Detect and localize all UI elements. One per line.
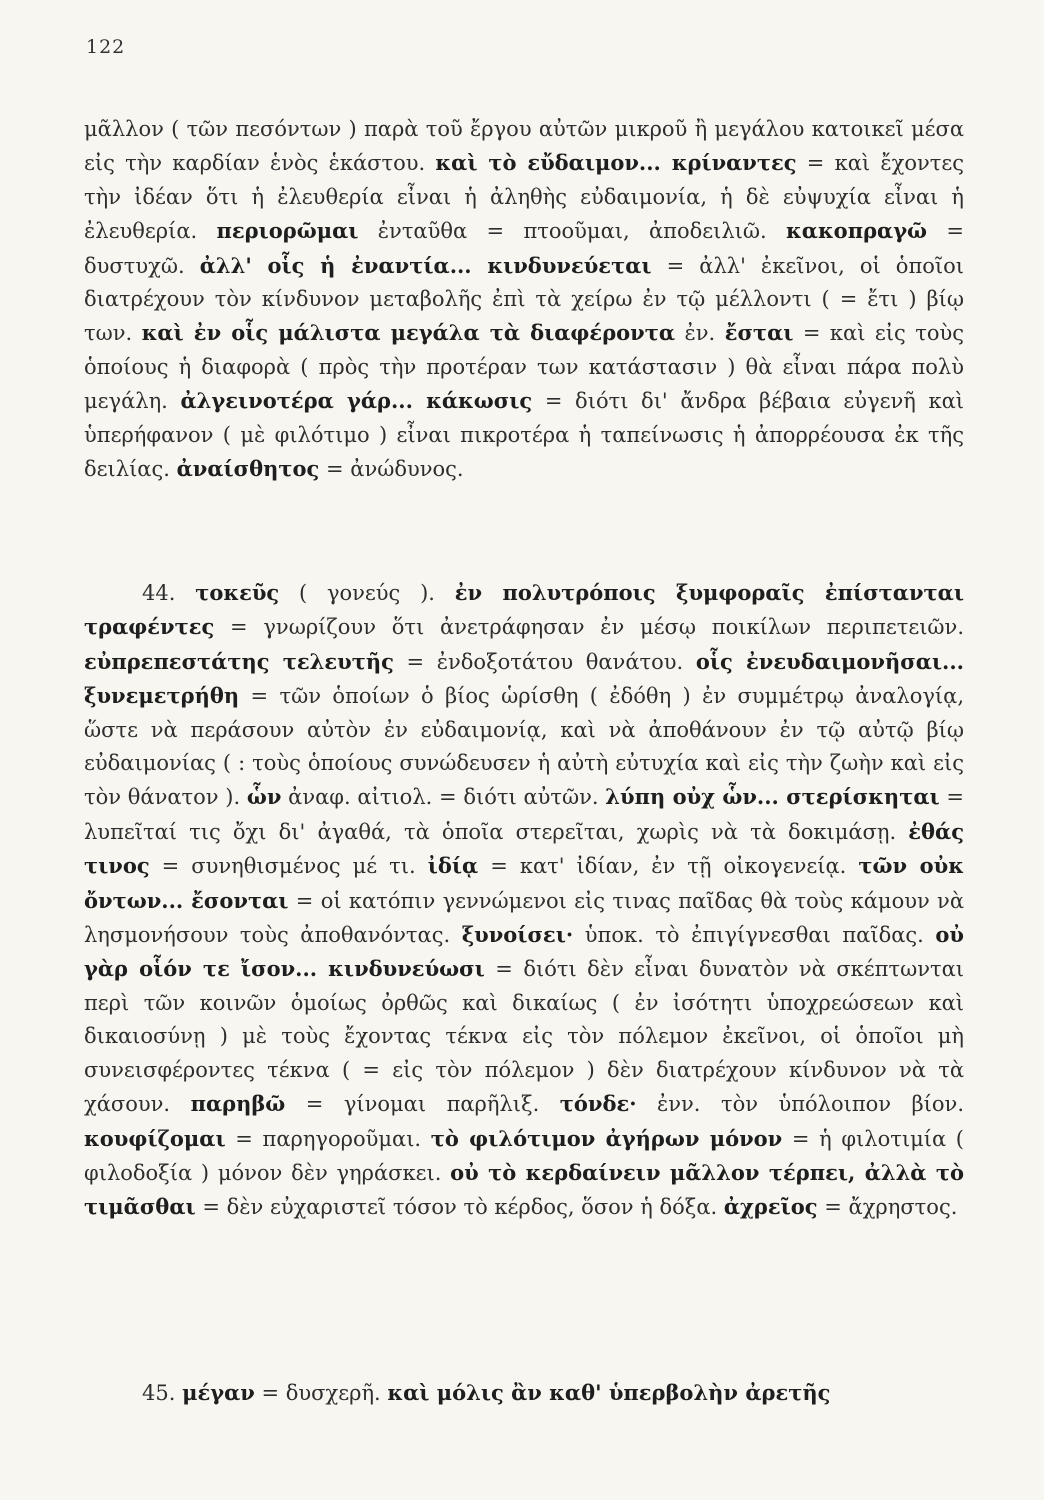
gloss-text: ( γονεύς ). (279, 581, 455, 605)
gloss-text: = παρηγοροῦμαι. (225, 1126, 431, 1151)
gloss-text: = λυπεῖταί τις ὄχι δι' ἀγαθά, τὰ ὁποῖα στερεῖται, χωρὶς νὰ τὰ δοκιμάσῃ. (84, 785, 964, 844)
commentary-paragraph-continued (84, 113, 964, 486)
gloss-text: = δυστυχῶ. (84, 219, 964, 278)
lemma-term: καὶ τὸ εὔδαιμον... κρίναντες (435, 150, 797, 176)
gloss-text: = ἡ φιλοτιμία ( φιλοδοξία ) μόνον δὲν γηράσκει. (84, 1126, 964, 1185)
lemma-term: κακοπραγῶ (786, 218, 928, 244)
gloss-text: = ἐνδοξοτάτου θανάτου. (393, 649, 696, 674)
lemma-term: ἀλλ' οἷς ἡ ἐναντία... κινδυνεύεται (199, 252, 652, 278)
lemma-term: τὸ φιλότιμον ἀγήρων μόνον (430, 1125, 783, 1151)
gloss-text: = τῶν ὁποίων ὁ βίος ὡρίσθη ( ἐδόθη ) ἐν συμμέτρῳ ἀναλογίᾳ, ὥστε νὰ περάσουν αὐτὸν ἐν εὐδαιμονίᾳ, καὶ νὰ ἀποθάνουν ἐν τῷ αὐτῷ βίῳ εὐδαιμονίας ( : τοὺς ὁποίους συνώδευσεν ἡ αὐτὴ εὐτυχία καὶ εἰς τὴν ζωὴν καὶ εἰς τὸν θάνατον ). (84, 684, 964, 810)
lemma-term: ξυνοίσει· (461, 922, 574, 948)
gloss-text: = ἀνώδυνος. (319, 457, 464, 482)
lemma-term: οὐ τὸ κερδαίνειν μᾶλλον τέρπει, ἀλλὰ τὸ τιμᾶσθαι (84, 1159, 964, 1220)
gloss-text: = ἄχρηστος. (817, 1195, 958, 1220)
lemma-term: ἀναίσθητος (176, 456, 320, 482)
lemma-term: ἀχρεῖος (723, 1194, 818, 1220)
lemma-term: παρηβῶ (190, 1091, 286, 1117)
lemma-term: ἔσται (724, 320, 794, 346)
lemma-term: οἷς ἐνευδαιμονῆσαι... ξυνεμετρήθη (84, 648, 964, 709)
gloss-text: = κατ' ἰδίαν, ἐν τῇ οἰκογενείᾳ. (478, 854, 859, 879)
gloss-text: = δυσχερῆ. (254, 1381, 388, 1405)
lemma-term: ὧν (246, 784, 282, 810)
lemma-term: τόνδε· (559, 1091, 637, 1117)
lemma-term: ἐν πολυτρόποις ξυμφοραῖς ἐπίστανται τραφέντες (84, 580, 964, 640)
gloss-text: ὑποκ. τὸ ἐπιγίγνεσθαι παῖδας. (573, 923, 936, 948)
page-number: 122 (86, 36, 126, 58)
gloss-text: = συνηθισμένος μέ τι. (149, 854, 428, 879)
lemma-term: ἐθάς τινος (84, 818, 964, 879)
gloss-text: = διότι δι' ἄνδρα βέβαια εὐγενῆ καὶ ὑπερήφανον ( μὲ φιλότιμο ) εἶναι πικροτέρα ἡ ταπείνωσις ἡ ἀπορρέουσα ἐκ τῆς δειλίας. (84, 389, 965, 482)
gloss-text: = γίνομαι παρῆλιξ. (285, 1092, 560, 1117)
gloss-text: = διότι δὲν εἶναι δυνατὸν νὰ σκέπτωνται περὶ τῶν κοινῶν ὁμοίως ὀρθῶς καὶ δικαίως ( ἐν ἰσότητι ὑποχρεώσεων καὶ δικαιοσύνῃ ) μὲ τοὺς ἔχοντας τέκνα εἰς τὸν πόλεμον ἐκεῖνοι, οἱ ὁποῖοι μὴ συνεισφέροντες τέκνα ( = εἰς τὸν πόλεμον ) δὲν διατρέχουν κίνδυνον νὰ τὰ χάσουν. (84, 957, 964, 1117)
gloss-text: = οἱ κατόπιν γεννώμενοι εἰς τινας παῖδας θὰ τοὺς κάμουν νὰ λησμονήσουν τοὺς ἀποθανόντας. (84, 888, 965, 948)
lemma-term: εὐπρεπεστάτης τελευτῆς (84, 648, 394, 674)
lemma-term: ἰδίᾳ (427, 853, 479, 879)
gloss-text: = καὶ εἰς τοὺς ὁποίους ἡ διαφορὰ ( πρὸς τὴν προτέραν των κατάστασιν ) θὰ εἶναι πάρα πολὺ μεγάλη. (84, 321, 965, 414)
lemma-term: ἀλγεινοτέρα γάρ... κάκωσις (180, 388, 533, 414)
lemma-term: κουφίζομαι (84, 1125, 226, 1151)
gloss-text: μᾶλλον ( τῶν πεσόντων ) παρὰ τοῦ ἔργου αὐτῶν μικροῦ ἢ μεγάλου κατοικεῖ μέσα εἰς τὴν καρδίαν ἑνὸς ἑκάστου. (84, 117, 964, 176)
lemma-term: οὐ γὰρ οἷόν τε ἴσον... κινδυνεύωσι (84, 922, 964, 982)
gloss-text: ἐν. (675, 321, 725, 346)
lemma-term: μέγαν (182, 1380, 255, 1405)
commentary-paragraph-44 (84, 576, 964, 1225)
lemma-term: τῶν οὐκ ὄντων... ἔσονται (84, 853, 964, 913)
lemma-term: τοκεῦς (195, 580, 280, 605)
gloss-text: 44. (142, 581, 196, 605)
commentary-paragraph-45 (84, 1376, 964, 1410)
gloss-text: 45. (142, 1381, 183, 1405)
gloss-text: ἀναφ. αἰτιολ. = διότι αὐτῶν. (281, 785, 606, 810)
lemma-term: λύπη οὐχ ὧν... στερίσκηται (605, 784, 940, 810)
lemma-term: καὶ μόλις ἂν καθ' ὑπερβολὴν ἀρετῆς (387, 1380, 831, 1405)
gloss-text: = ἀλλ' ἐκεῖνοι, οἱ ὁποῖοι διατρέχουν τὸν κίνδυνον μεταβολῆς ἐπὶ τὰ χείρω ἐν τῷ μέλλοντι ( = ἔτι ) βίῳ των. (84, 253, 965, 346)
lemma-term: περιορῶμαι (216, 218, 359, 244)
gloss-text: ἐνταῦθα = πτοοῦμαι, ἀποδειλιῶ. (358, 219, 787, 244)
lemma-term: καὶ ἐν οἷς μάλιστα μεγάλα τὰ διαφέροντα (141, 320, 676, 346)
gloss-text: = καὶ ἔχοντες τὴν ἰδέαν ὅτι ἡ ἐλευθερία εἶναι ἡ ἀληθὴς εὐδαιμονία, ἡ δὲ εὐψυχία εἶναι ἡ ἐλευθερία. (84, 151, 964, 244)
gloss-text: = δὲν εὐχαριστεῖ τόσον τὸ κέρδος, ὅσον ἡ δόξα. (195, 1195, 724, 1220)
gloss-text: ἐνν. τὸν ὑπόλοιπον βίον. (636, 1092, 964, 1117)
gloss-text: = γνωρίζουν ὅτι ἀνετράφησαν ἐν μέσῳ ποικίλων περιπετειῶν. (214, 615, 964, 640)
